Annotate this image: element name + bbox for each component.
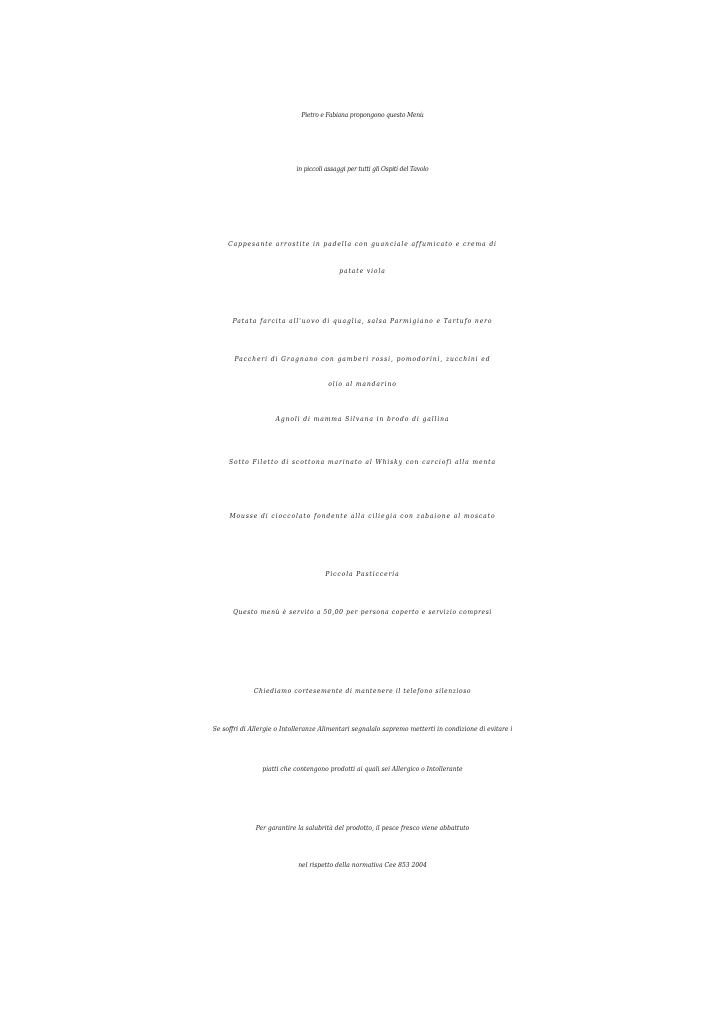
allergy-note-line-2: piatti che contengono prodotti ai quali sei Allergico o Intollerante bbox=[262, 766, 463, 773]
phone-note: Chiediamo cortesemente di mantenere il telefono silenzioso bbox=[253, 688, 472, 695]
dish-4: Agnoli di mamma Silvana in brodo di gallina bbox=[275, 416, 450, 423]
dish-3-line-2: olio al mandarino bbox=[328, 381, 397, 388]
dish-2: Patata farcita all'uovo di quaglia, salsa Parmigiano e Tartufo nero bbox=[232, 318, 493, 325]
price-note: Questo menù è servito a 50,00 per persona coperto e servizio compresi bbox=[233, 609, 492, 616]
dish-6: Mousse di cioccolato fondente alla ciliegia con zabaione al moscato bbox=[229, 513, 496, 520]
dish-7: Piccola Pasticceria bbox=[325, 571, 400, 578]
dish-3-line-1: Paccheri di Gragnano con gamberi rossi, pomodorini, zucchini ed bbox=[234, 356, 491, 363]
allergy-note-line-1: Se soffri di Allergie o Intolleranze Alimentari segnalalo sapremo metterti in condizione di evitare i bbox=[212, 726, 513, 733]
dish-1-line-2: patate viola bbox=[339, 268, 386, 275]
dish-5: Sotto Filetto di scottona marinato al Whisky con carciofi alla menta bbox=[229, 459, 496, 466]
menu-title-line-1: Pietro e Fabiana propongono questo Menù bbox=[301, 112, 424, 119]
fish-note-line-1: Per garantire la salubrità del prodotto, il pesce fresco viene abbattuto bbox=[255, 825, 470, 832]
fish-note-line-2: nel rispetto della normativa Cee 853 2004 bbox=[298, 862, 427, 869]
dish-1-line-1: Cappesante arrostite in padella con guanciale affumicato e crema di bbox=[228, 241, 497, 248]
menu-title-line-2: in piccoli assaggi per tutti gli Ospiti del Tavolo bbox=[296, 166, 429, 173]
